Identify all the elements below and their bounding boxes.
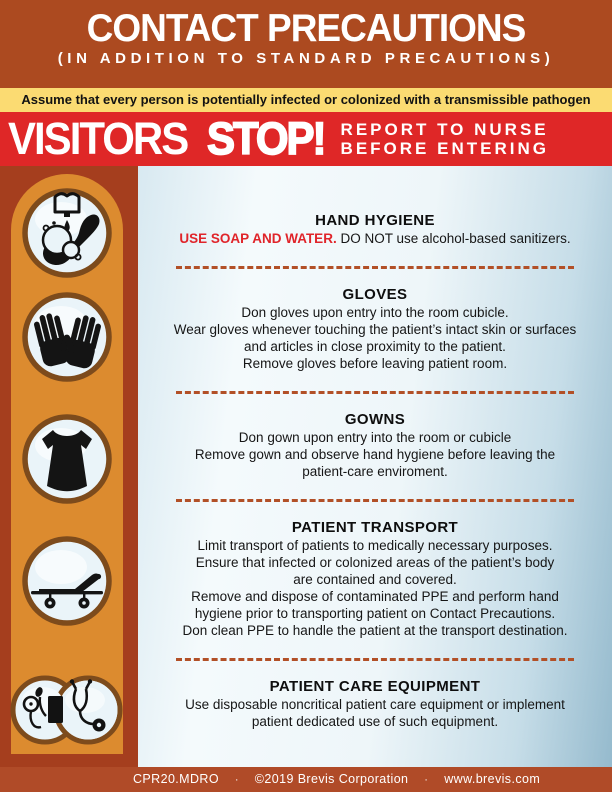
section-line xyxy=(138,230,612,247)
section-line: Ensure that infected or colonized areas of the patient’s body xyxy=(195,555,555,570)
section-line: Remove gown and observe hand hygiene before leaving the xyxy=(194,447,556,462)
section-heading: PATIENT CARE EQUIPMENT xyxy=(269,678,481,695)
section-heading: HAND HYGIENE xyxy=(315,212,435,229)
section-line: Remove gloves before leaving patient room. xyxy=(242,356,508,371)
gown-icon xyxy=(21,413,113,505)
footer-separator-dot: · xyxy=(234,774,239,786)
advisory-bar: Assume that every person is potentially infected or colonized with a transmissible pathogen xyxy=(0,88,612,112)
section-line: Don clean PPE to handle the patient at the transport destination. xyxy=(182,623,568,638)
section-line: patient dedicated use of such equipment. xyxy=(251,714,499,729)
section-heading: GOWNS xyxy=(344,411,406,428)
icon-sidebar xyxy=(0,166,138,767)
visitors-text: VISITORS xyxy=(8,113,188,164)
sanitizer-warning: DO NOT use alcohol-based sanitizers. xyxy=(340,231,571,246)
report-line-1: REPORT TO NURSE xyxy=(340,119,549,139)
section-line: and articles in close proximity to the patient. xyxy=(244,339,506,354)
section-hand-hygiene xyxy=(138,212,612,247)
section-line: patient-care enviroment. xyxy=(302,464,448,479)
instructions-panel xyxy=(138,166,612,767)
section-line: Limit transport of patients to medically necessary purposes. xyxy=(197,538,553,553)
visitors-stop-text xyxy=(8,113,325,165)
section-patient-care-equipment xyxy=(138,678,612,730)
equipment-icon xyxy=(9,672,125,748)
gloves-icon xyxy=(21,291,113,383)
dashed-separator xyxy=(176,391,574,394)
section-line: Remove and dispose of contaminated PPE and perform hand xyxy=(191,589,559,604)
poster-subtitle: (IN ADDITION TO STANDARD PRECAUTIONS) xyxy=(57,50,555,67)
poster-header xyxy=(0,0,612,88)
stretcher-icon xyxy=(21,535,113,627)
footer-website: www.brevis.com xyxy=(444,772,541,786)
section-line: hygiene prior to transporting patient on Contact Precautions. xyxy=(194,606,556,621)
dashed-separator xyxy=(176,499,574,502)
section-heading: GLOVES xyxy=(342,286,408,303)
footer-copyright: ©2019 Brevis Corporation xyxy=(254,772,409,786)
dashed-separator xyxy=(176,658,574,661)
section-patient-transport xyxy=(138,519,612,639)
section-gloves xyxy=(138,286,612,372)
section-line: Don gown upon entry into the room or cubicle xyxy=(238,430,512,445)
section-line: Use disposable noncritical patient care equipment or implement xyxy=(185,697,565,712)
report-to-nurse-text xyxy=(341,120,549,159)
visitors-stop-banner xyxy=(0,112,612,166)
section-gowns xyxy=(138,411,612,480)
poster-footer xyxy=(0,767,612,792)
footer-separator-dot: · xyxy=(424,774,429,786)
dashed-separator xyxy=(176,266,574,269)
report-line-2: BEFORE ENTERING xyxy=(340,139,549,158)
section-line: Wear gloves whenever touching the patient’s intact skin or surfaces xyxy=(173,322,577,337)
poster-title: CONTACT PRECAUTIONS xyxy=(86,6,526,50)
section-heading: PATIENT TRANSPORT xyxy=(291,519,459,536)
stop-text: STOP! xyxy=(206,113,325,164)
section-line: are contained and covered. xyxy=(293,572,457,587)
footer-product-code: CPR20.MDRO xyxy=(133,772,219,786)
section-line: Don gloves upon entry into the room cubicle. xyxy=(241,305,509,320)
poster-content xyxy=(0,166,612,767)
handwash-icon xyxy=(21,187,113,279)
soap-water-highlight: USE SOAP AND WATER. xyxy=(179,231,337,246)
